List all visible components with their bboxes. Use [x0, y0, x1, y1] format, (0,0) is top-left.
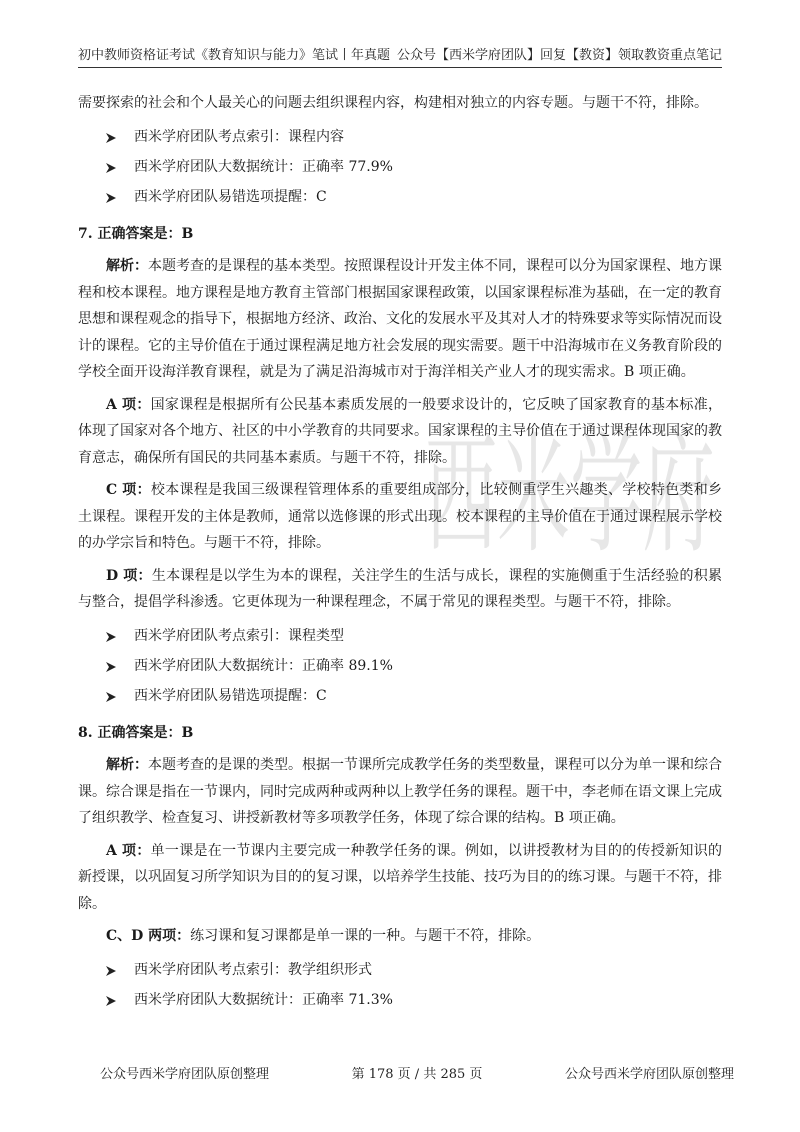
q8-answer-heading: 8. 正确答案是：B	[78, 724, 194, 741]
page-footer	[100, 1063, 734, 1082]
document-body	[78, 90, 722, 1024]
q7-option-d: D 项：生本课程是以学生为本的课程，关注学生的生活与成长，课程的实施侧重于生活经验的积累与整合，提倡学科渗透。它更体现为一种课程理念，不属于常见的课程类型。与题干不符，排除。	[78, 567, 723, 610]
q7-answer-heading: 7. 正确答案是：B	[78, 225, 194, 242]
watermark-text: 西米学府	[425, 419, 715, 571]
header-left: 初中教师资格证考试《教育知识与能力》笔试丨年真题	[78, 48, 391, 63]
page-number: 第 178 页 / 共 285 页	[351, 1067, 483, 1082]
arrow-bullet-icon	[106, 662, 116, 672]
q7-bullet-list	[78, 622, 722, 712]
q7-option-a: A 项：国家课程是根据所有公民基本素质发展的一般要求设计的，它反映了国家教育的基本标准，体现了国家对各个地方、社区的中小学教育的共同要求。国家课程的主导价值在于通过课程体现国家的教育意志，确保所有国民的共同基本素质。与题干不符，排除。	[78, 396, 722, 466]
arrow-bullet-icon	[106, 966, 116, 976]
list-item: 西米学府团队易错选项提醒：C	[78, 682, 722, 712]
list-item: 西米学府团队大数据统计：正确率 71.3%	[78, 986, 722, 1016]
list-item: 西米学府团队大数据统计：正确率 77.9%	[78, 153, 722, 183]
arrow-bullet-icon	[106, 163, 116, 173]
list-item: 西米学府团队考点索引：课程类型	[78, 622, 722, 652]
q8-bullet-list	[78, 956, 722, 1016]
q8-analysis: 解析：本题考查的是课的类型。根据一节课所完成教学任务的类型数量，课程可以分为单一课和综合课。综合课是指在一节课内，同时完成两种或两种以上教学任务的课程。题干中，李老师在语文课上完成了组织教学、检查复习、讲授新教材等多项教学任务，体现了综合课的结构。B 项正确。	[78, 757, 722, 826]
list-item: 西米学府团队考点索引：课程内容	[78, 123, 722, 153]
page-header	[78, 44, 722, 68]
list-item: 西米学府团队易错选项提醒：C	[78, 183, 722, 213]
list-item: 西米学府团队考点索引：教学组织形式	[78, 956, 722, 986]
q8-option-cd: C、D 两项：练习课和复习课都是单一课的一种。与题干不符，排除。	[106, 928, 541, 944]
q7-analysis: 解析：本题考查的是课程的基本类型。按照课程设计开发主体不同，课程可以分为国家课程、地方课程和校本课程。地方课程是地方教育主管部门根据国家课程政策，以国家课程标准为基础，在一定的教育思想和课程观念的指导下，根据地方经济、政治、文化的发展水平及其对人才的特殊要求等实际情况而设计的课程。它的主导价值在于通过课程满足地方社会发展的现实需要。题干中沿海城市在义务教育阶段的学校全面开设海洋教育课程，就是为了满足沿海城市对于海洋相关产业人才的现实需求。B 项正确。	[78, 258, 722, 380]
header-right: 公众号【西米学府团队】回复【教资】领取教资重点笔记	[396, 48, 722, 63]
arrow-bullet-icon	[106, 692, 116, 702]
arrow-bullet-icon	[106, 632, 116, 642]
arrow-bullet-icon	[106, 996, 116, 1006]
q8-option-a: A 项：单一课是在一节课内主要完成一种教学任务的课。例如，以讲授教材为目的的传授新知识的新授课，以巩固复习所学知识为目的的复习课，以培养学生技能、技巧为目的的练习课。与题干不符，排除。	[78, 842, 722, 912]
list-item: 西米学府团队大数据统计：正确率 89.1%	[78, 652, 722, 682]
continued-paragraph: 需要探索的社会和个人最关心的问题去组织课程内容，构建相对独立的内容专题。与题干不符，排除。	[78, 95, 708, 111]
q7-option-c: C 项：校本课程是我国三级课程管理体系的重要组成部分，比较侧重学生兴趣类、学校特色类和乡土课程。课程开发的主体是教师，通常以选修课的形式出现。校本课程的主导价值在于通过课程展示学校的办学宗旨和特色。与题干不符，排除。	[78, 482, 722, 551]
arrow-bullet-icon	[106, 193, 116, 203]
footer-left: 公众号西米学府团队原创整理	[100, 1067, 270, 1082]
arrow-bullet-icon	[106, 133, 116, 143]
q6-bullet-list	[78, 123, 722, 213]
footer-right: 公众号西米学府团队原创整理	[564, 1067, 734, 1082]
